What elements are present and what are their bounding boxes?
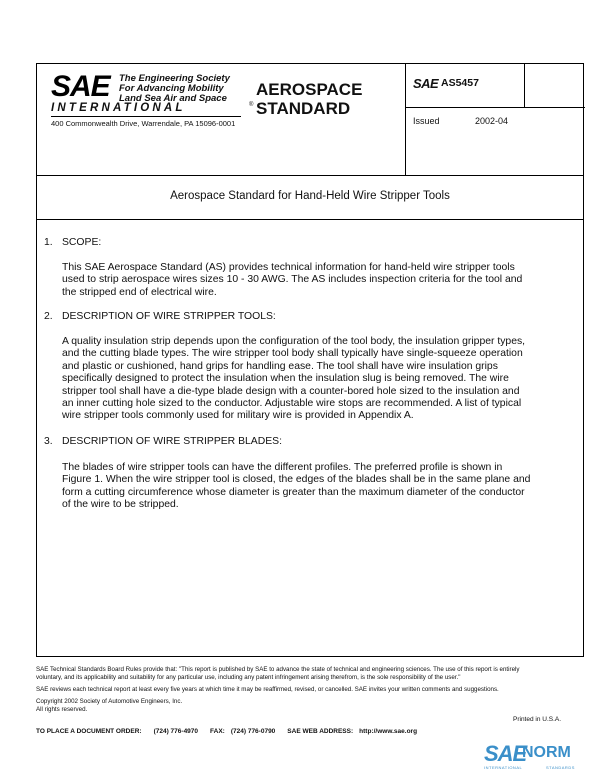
section-1-paragraph [62,262,554,299]
stamp-sub-2: STANDARDS [546,765,575,770]
document-type [256,80,362,118]
paragraph-line: stripper tool shall have a die-type blade design with a counter-bored hole sized to the insulation and [62,385,520,397]
stamp-sae-mark: SAE [484,741,527,766]
sae-small-logo: SAE [413,76,439,91]
paragraph-line: Figure 1. When the wire stripper tool is closed, the edges of the blades shall be in the same plane and [62,474,531,486]
paragraph-line: and the cutting blade types. The wire stripper tool body shall typically have single-squeeze operation [62,348,523,360]
registered-mark: ® [249,102,254,108]
number-cell-divider [524,64,525,107]
review-line: SAE reviews each technical report at least every five years at which time it may be reaffirmed, revised, or cancelled. SAE invites your written comments and suggestions. [36,686,499,693]
section-title: DESCRIPTION OF WIRE STRIPPER BLADES: [62,436,282,447]
header-divider [37,175,583,176]
society-line-2: For Advancing Mobility [119,83,224,94]
paragraph-line: form a cutting circumference whose diameter is greater than the maximum diameter of the conductor [62,486,525,498]
title-divider [37,219,583,220]
issued-label: Issued [413,116,440,126]
standard-number: AS5457 [441,77,479,89]
printed-in: Printed in U.S.A. [513,716,562,723]
header-column-divider [405,64,406,175]
section-title: DESCRIPTION OF WIRE STRIPPER TOOLS: [62,311,276,322]
fax-number: (724) 776-0790 [230,728,276,735]
society-tagline [119,74,259,104]
paragraph-line: The blades of wire stripper tools can have the different profiles. The preferred profile is shown in [62,462,503,473]
section-heading-1 [44,237,101,249]
stamp-norm-text: NORM [522,744,571,761]
logo-rule [51,116,241,117]
document-type-line-2: STANDARD [256,99,351,118]
contact-line [36,728,429,736]
section-3-paragraph [62,462,554,512]
order-label: TO PLACE A DOCUMENT ORDER: [36,728,142,735]
sae-norm-stamp [484,741,594,773]
paragraph-line: and plastic or cushioned, hand grips for handling ease. The tool shall have wire insulation grips [62,360,498,372]
section-heading-3 [44,436,282,448]
paragraph-line: of the wire to be stripped. [62,499,179,511]
rules-line-2: voluntary, and its applicability and suitability for any particular use, including any patent infringement arising therefrom, is the sole responsibility of the user." [36,674,461,681]
paragraph-line: This SAE Aerospace Standard (AS) provides technical information for hand-held wire stripper tools [62,262,515,273]
document-type-line-1: AEROSPACE [256,80,363,99]
sae-address: 400 Commonwealth Drive, Warrendale, PA 15096-0001 [51,119,236,128]
copyright-line: Copyright 2002 Society of Automotive Engineers, Inc. [36,698,183,705]
paragraph-line: wire stripper tools commonly used for military wire is provided in Appendix A. [62,410,414,422]
stamp-sub-1: INTERNATIONAL [484,765,523,770]
society-line-3: Land Sea Air and Space [119,93,227,104]
section-number: 2. [44,311,53,322]
international-wordmark: INTERNATIONAL [51,102,186,114]
section-number: 3. [44,436,53,447]
rules-line-1: SAE Technical Standards Board Rules provide that: "This report is published by SAE to advance the state of technical and engineering sciences. The use of this report is entirely [36,666,520,673]
web-label: SAE WEB ADDRESS: [287,728,354,735]
paragraph-line: the stripped end of electrical wire. [62,286,217,298]
sae-logo-mark: SAE [51,70,110,103]
rights-line: All rights reserved. [36,706,88,713]
fax-label: FAX: [210,728,225,735]
paragraph-line: an inner cutting hole sized to the conductor. Adjustable wire stops are recommended. A list of typical [62,398,522,410]
paragraph-line: used to strip aerospace wires sizes 10 - 30 AWG. The AS includes inspection criteria for the tool and [62,274,523,286]
paragraph-line: A quality insulation strip depends upon the configuration of the tool body, the insulation gripper types, [62,336,526,347]
section-2-paragraph [62,336,554,423]
number-row-divider [405,107,585,108]
section-title: SCOPE: [62,237,102,248]
issued-date: 2002-04 [475,116,509,126]
document-title: Aerospace Standard for Hand-Held Wire Stripper Tools [170,190,450,202]
section-number: 1. [44,237,53,248]
order-phone: (724) 776-4970 [153,728,199,735]
section-heading-2 [44,311,276,323]
society-line-1: The Engineering Society [119,73,230,84]
web-address: http://www.sae.org [359,728,418,735]
paragraph-line: specifically designed to protect the insulation when the insulation slug is being removed. The wire [62,373,509,385]
